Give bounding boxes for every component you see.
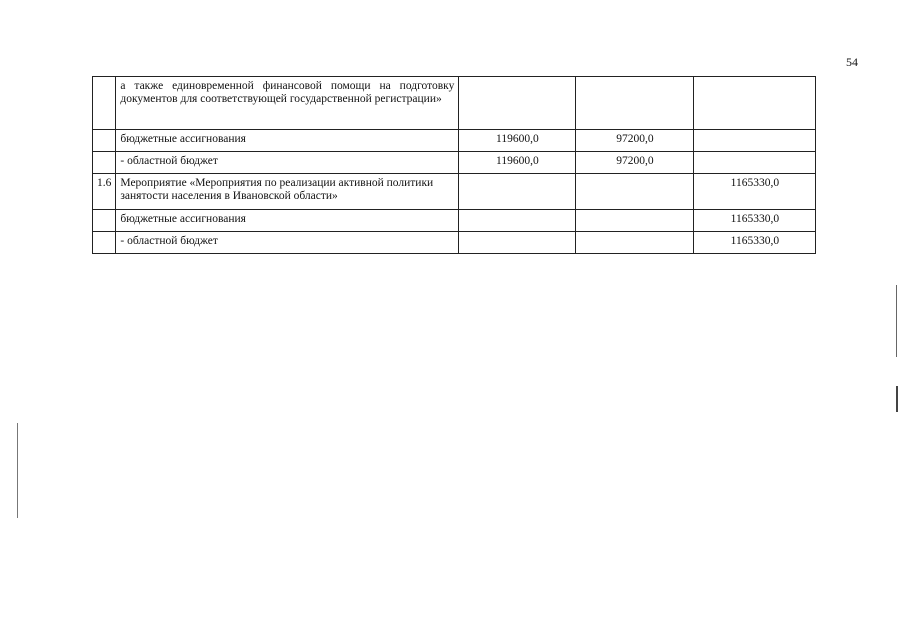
scan-artifact-right-bottom — [896, 386, 898, 412]
row-number-cell — [93, 210, 116, 232]
row-number-cell — [93, 232, 116, 254]
table-row — [93, 77, 816, 130]
value-cell — [576, 174, 694, 210]
table-row — [93, 210, 816, 232]
value-cell: 97200,0 — [576, 152, 694, 174]
value-cell — [694, 130, 816, 152]
value-cell: 119600,0 — [459, 130, 576, 152]
row-number-cell — [93, 130, 116, 152]
value-cell — [576, 210, 694, 232]
value-cell — [694, 77, 816, 130]
row-number-cell — [93, 77, 116, 130]
scan-artifact-right-top — [896, 285, 897, 357]
description-cell: бюджетные ассигнования — [116, 130, 459, 152]
row-number-cell: 1.6 — [93, 174, 116, 210]
budget-table — [92, 76, 816, 254]
table-row — [93, 130, 816, 152]
value-cell — [576, 77, 694, 130]
value-cell — [459, 174, 576, 210]
value-cell: 97200,0 — [576, 130, 694, 152]
page-number: 54 — [846, 55, 858, 69]
value-cell: 1165330,0 — [694, 174, 816, 210]
description-cell: - областной бюджет — [116, 232, 459, 254]
value-cell — [459, 210, 576, 232]
scan-artifact-left — [17, 423, 18, 518]
value-cell: 119600,0 — [459, 152, 576, 174]
table-row — [93, 174, 816, 210]
value-cell — [576, 232, 694, 254]
value-cell — [694, 152, 816, 174]
value-cell — [459, 77, 576, 130]
description-cell: бюджетные ассигнования — [116, 210, 459, 232]
description-cell: - областной бюджет — [116, 152, 459, 174]
table-row — [93, 232, 816, 254]
value-cell: 1165330,0 — [694, 232, 816, 254]
description-cell: а также единовременной финансовой помощи на подготовку документов для соответствующей государственной регистрации» — [116, 77, 459, 130]
table-row — [93, 152, 816, 174]
value-cell — [459, 232, 576, 254]
value-cell: 1165330,0 — [694, 210, 816, 232]
description-cell: Мероприятие «Мероприятия по реализации активной политики занятости населения в Ивановской области» — [116, 174, 459, 210]
row-number-cell — [93, 152, 116, 174]
